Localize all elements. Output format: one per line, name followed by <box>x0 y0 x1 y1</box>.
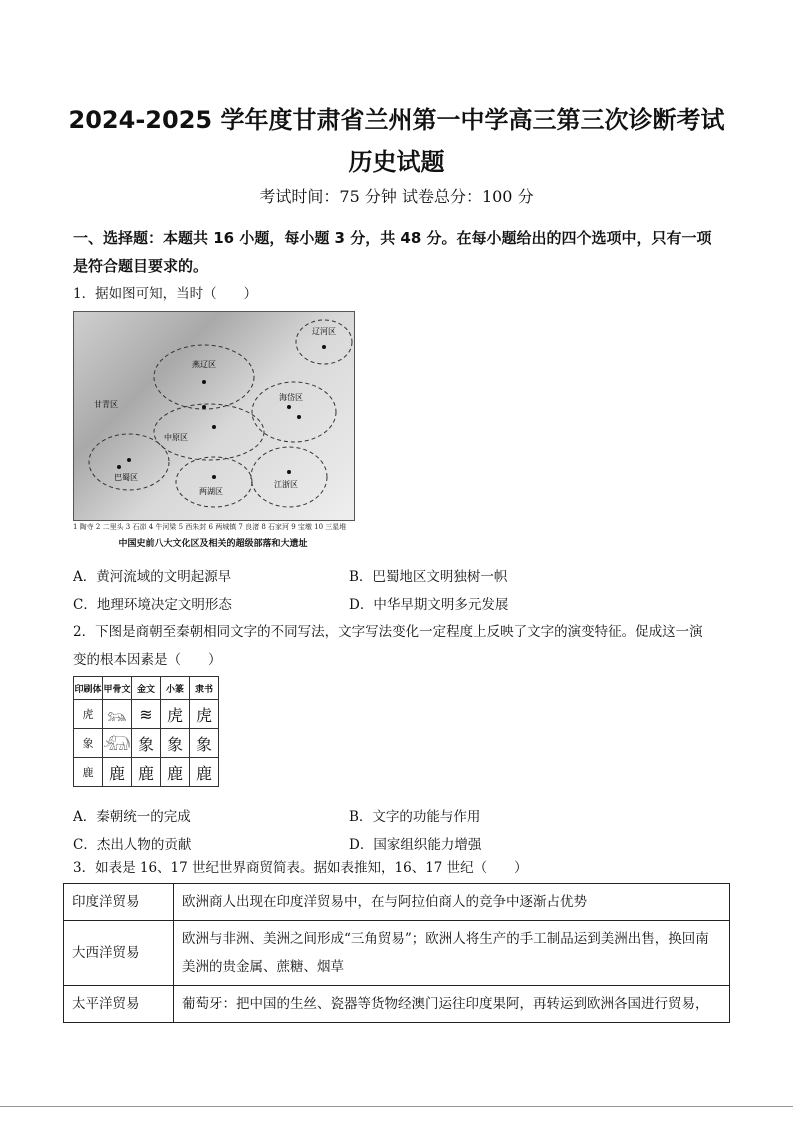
char-cell: 虎 <box>190 700 219 729</box>
char-cell: 𓃬 <box>103 700 132 729</box>
char-cell: 象 <box>161 729 190 758</box>
char-cell: 象 <box>132 729 161 758</box>
header-printed: 印刷体 <box>74 677 103 700</box>
region-zhongyuan <box>154 404 264 460</box>
trade-desc-cell: 欧洲与非洲、美洲之间形成“三角贸易”；欧洲人将生产的手工制品运到美洲出售，换回南美洲的贵金属、蔗糖、烟草 <box>174 921 730 986</box>
char-cell: 虎 <box>74 700 103 729</box>
char-cell: 象 <box>190 729 219 758</box>
map-legend: 1 陶寺 2 二里头 3 石峁 4 牛河梁 5 西朱封 6 两城镇 7 良渚 8 石家河 9 宝墩 10 三星堆 <box>73 523 347 531</box>
header-seal: 小篆 <box>161 677 190 700</box>
subject-title: 历史试题 <box>348 148 445 176</box>
map-figure <box>74 312 354 520</box>
label-liaohe: 辽河区 <box>312 327 336 336</box>
trade-name-cell: 大西洋贸易 <box>64 921 174 986</box>
region-lianghu <box>176 457 252 507</box>
table-row <box>64 884 730 921</box>
char-cell: 鹿 <box>190 758 219 787</box>
region-yanliao <box>154 345 254 409</box>
header-clerical: 隶书 <box>190 677 219 700</box>
char-cell: 鹿 <box>74 758 103 787</box>
table-row <box>64 986 730 1023</box>
trade-table <box>63 883 730 1023</box>
label-zhongyuan: 中原区 <box>164 433 188 442</box>
q2-option-b[interactable]: B．文字的功能与作用 <box>349 809 481 825</box>
q2-stem-line1: 2．下图是商朝至秦朝相同文字的不同写法，文字写法变化一定程度上反映了文字的演变特征。促成这一演 <box>73 624 703 640</box>
map-caption: 中国史前八大文化区及相关的超级部落和大遗址 <box>118 539 308 549</box>
q1-option-c[interactable]: C．地理环境决定文明形态 <box>73 597 232 613</box>
q1-option-a[interactable]: A．黄河流域的文明起源早 <box>73 569 232 585</box>
label-lianghu: 两湖区 <box>199 487 223 496</box>
q3-stem: 3．如表是 16、17 世纪世界商贸简表。据如表推知，16、17 世纪（ ） <box>73 860 528 876</box>
region-haidai <box>252 382 336 442</box>
exam-title: 2024-2025 学年度甘肃省兰州第一中学高三第三次诊断考试 <box>68 106 725 134</box>
region-jiangzhe <box>251 447 327 507</box>
label-haidai: 海岱区 <box>279 393 303 402</box>
table-row <box>64 921 730 986</box>
q2-option-c[interactable]: C．杰出人物的贡献 <box>73 837 192 853</box>
char-cell: ≋ <box>132 700 161 729</box>
trade-name-cell: 印度洋贸易 <box>64 884 174 921</box>
header-oracle: 甲骨文 <box>103 677 132 700</box>
char-cell: 象 <box>74 729 103 758</box>
q1-option-b[interactable]: B．巴蜀地区文明独树一帜 <box>349 569 508 585</box>
header-bronze: 金文 <box>132 677 161 700</box>
char-cell: 鹿 <box>132 758 161 787</box>
trade-desc-cell: 欧洲商人出现在印度洋贸易中，在与阿拉伯商人的竞争中逐渐占优势 <box>174 884 730 921</box>
label-ganqing: 甘青区 <box>94 400 118 409</box>
char-cell: 𓃰 <box>103 729 132 758</box>
q1-option-d[interactable]: D．中华早期文明多元发展 <box>349 597 509 613</box>
label-bashu: 巴蜀区 <box>114 473 138 482</box>
prehistoric-culture-map <box>73 311 355 521</box>
q1-stem: 1．据如图可知，当时（ ） <box>73 286 258 302</box>
label-yanliao: 燕辽区 <box>192 360 216 369</box>
q2-option-a[interactable]: A．秦朝统一的完成 <box>73 809 191 825</box>
char-cell: 鹿 <box>103 758 132 787</box>
section-heading-line1: 一、选择题：本题共 16 小题，每小题 3 分，共 48 分。在每小题给出的四个选项中，只有一项 <box>73 229 712 247</box>
section-heading <box>73 224 733 280</box>
q2-stem-line2: 变的根本因素是（ ） <box>73 652 222 668</box>
q2-option-d[interactable]: D．国家组织能力增强 <box>349 837 482 853</box>
trade-desc-cell: 葡萄牙：把中国的生丝、瓷器等货物经澳门运往印度果阿，再转运到欧洲各国进行贸易， <box>174 986 730 1023</box>
trade-name-cell: 太平洋贸易 <box>64 986 174 1023</box>
char-cell: 鹿 <box>161 758 190 787</box>
label-jiangzhe: 江浙区 <box>274 480 298 489</box>
exam-info: 考试时间：75 分钟 试卷总分：100 分 <box>259 187 534 206</box>
page-bottom-divider <box>0 1106 793 1107</box>
q2-stem <box>73 618 733 674</box>
section-heading-line2: 是符合题目要求的。 <box>73 257 209 275</box>
char-cell: 虎 <box>161 700 190 729</box>
script-evolution-table <box>73 676 219 787</box>
